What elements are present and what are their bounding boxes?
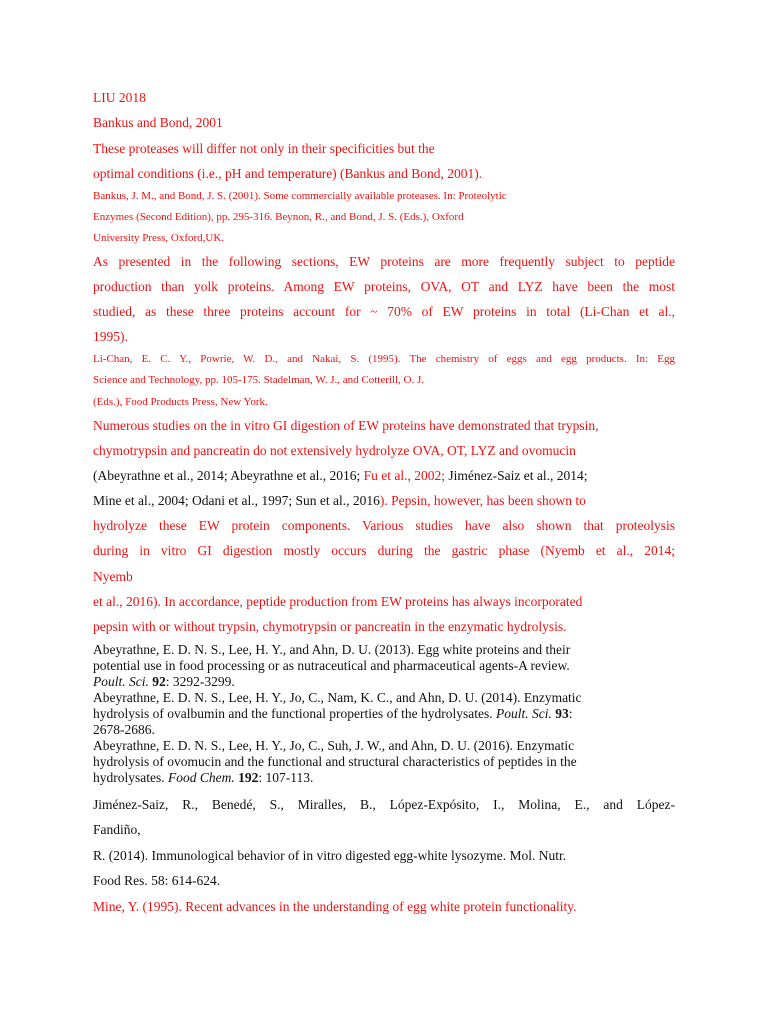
paragraph-gi-line: Nyemb bbox=[93, 569, 133, 584]
reference-lichan-line: Science and Technology, pp. 105-175. Stadelman, W. J., and Cotterill, O. J. bbox=[93, 374, 425, 386]
reference-text: hydrolysates. bbox=[93, 770, 168, 785]
reference-abeyrathne-2013-line: potential use in food processing or as nutraceutical and pharmaceutical agents-A review. bbox=[93, 658, 570, 673]
paragraph-gi-line bbox=[93, 468, 588, 484]
paragraph-protease-line: optimal conditions (i.e., pH and temperature) (Bankus and Bond, 2001). bbox=[93, 166, 483, 181]
reference-mine: Mine, Y. (1995). Recent advances in the understanding of egg white protein functionality. bbox=[93, 899, 577, 914]
reference-text: : bbox=[568, 706, 573, 721]
paragraph-gi-line: chymotrypsin and pancreatin do not extensively hydrolyze OVA, OT, LYZ and ovomucin bbox=[93, 443, 576, 458]
reference-jimenez-line: Jiménez-Saiz, R., Benedé, S., Miralles, B., López-Expósito, I., Molina, E., and López- bbox=[93, 797, 675, 812]
reference-bankus-line: Enzymes (Second Edition), pp. 295-316. Beynon, R., and Bond, J. S. (Eds.), Oxford bbox=[93, 211, 464, 223]
journal-name: Poult. Sci. bbox=[496, 706, 552, 721]
paragraph-ew-line: studied, as these three proteins account for ~ 70% of EW proteins in total (Li-Chan et al., bbox=[93, 304, 675, 319]
reference-jimenez-line: Food Res. 58: 614-624. bbox=[93, 873, 221, 888]
paragraph-gi-line bbox=[93, 493, 586, 509]
paragraph-protease-line: These proteases will differ not only in their specificities but the bbox=[93, 141, 435, 156]
reference-abeyrathne-2014-line: Abeyrathne, E. D. N. S., Lee, H. Y., Jo, C., Nam, K. C., and Ahn, D. U. (2014). Enzymatic bbox=[93, 690, 582, 705]
reference-abeyrathne-2016-line bbox=[93, 770, 313, 786]
citation-black: Mine et al., 2004; Odani et al., 1997; Sun et al., 2016 bbox=[93, 493, 380, 508]
reference-text: hydrolysis of ovalbumin and the functional properties of the hydrolysates. bbox=[93, 706, 497, 721]
reference-abeyrathne-2014-line: 2678-2686. bbox=[93, 722, 155, 737]
citation-bankus-short: Bankus and Bond, 2001 bbox=[93, 115, 223, 130]
reference-bankus-line: University Press, Oxford,UK. bbox=[93, 232, 225, 244]
paragraph-gi-line: et al., 2016). In accordance, peptide production from EW proteins has always incorporated bbox=[93, 594, 583, 609]
paragraph-ew-line: 1995). bbox=[93, 329, 128, 344]
reference-jimenez-line: R. (2014). Immunological behavior of in vitro digested egg-white lysozyme. Mol. Nutr. bbox=[93, 848, 567, 863]
reference-lichan-line: (Eds.), Food Products Press, New York. bbox=[93, 396, 268, 408]
reference-lichan-line: Li-Chan, E. C. Y., Powrie, W. D., and Nakai, S. (1995). The chemistry of eggs and egg products. In: Egg bbox=[93, 353, 675, 365]
paragraph-gi-line: during in vitro GI digestion mostly occurs during the gastric phase (Nyemb et al., 2014; bbox=[93, 543, 675, 558]
paragraph-ew-line: production than yolk proteins. Among EW proteins, OVA, OT and LYZ have been the most bbox=[93, 279, 675, 294]
reference-jimenez-line: Fandiño, bbox=[93, 822, 141, 837]
reference-bankus-line: Bankus, J. M., and Bond, J. S. (2001). Some commercially available proteases. In: Proteolytic bbox=[93, 190, 507, 202]
citation-black: (Abeyrathne et al., 2014; Abeyrathne et al., 2016; bbox=[93, 468, 364, 483]
journal-volume: 92 bbox=[152, 674, 166, 689]
citation-red: Fu et al., 2002; bbox=[363, 468, 449, 483]
journal-name: Food Chem. bbox=[168, 770, 235, 785]
reference-abeyrathne-2016-line: Abeyrathne, E. D. N. S., Lee, H. Y., Jo, C., Suh, J. W., and Ahn, D. U. (2016). Enzymatic bbox=[93, 738, 575, 753]
reference-abeyrathne-2014-line bbox=[93, 706, 573, 722]
journal-pages: : 3292-3299. bbox=[165, 674, 235, 689]
journal-volume: 192 bbox=[238, 770, 259, 785]
journal-volume: 93 bbox=[555, 706, 569, 721]
heading-liu: LIU 2018 bbox=[93, 90, 146, 105]
paragraph-ew-line: As presented in the following sections, EW proteins are more frequently subject to peptide bbox=[93, 254, 675, 269]
journal-pages: : 107-113. bbox=[258, 770, 314, 785]
paragraph-gi-line: hydrolyze these EW protein components. Various studies have also shown that proteolysis bbox=[93, 518, 675, 533]
text-red: ). Pepsin, however, has been shown to bbox=[379, 493, 586, 508]
paragraph-gi-line: pepsin with or without trypsin, chymotrypsin or pancreatin in the enzymatic hydrolysis. bbox=[93, 619, 567, 634]
journal-name: Poult. Sci. bbox=[93, 674, 149, 689]
reference-abeyrathne-2016-line: hydrolysis of ovomucin and the functional and structural characteristics of peptides in the bbox=[93, 754, 577, 769]
reference-abeyrathne-2013-line bbox=[93, 674, 235, 690]
citation-black: Jiménez-Saiz et al., 2014; bbox=[448, 468, 588, 483]
reference-abeyrathne-2013-line: Abeyrathne, E. D. N. S., Lee, H. Y., and Ahn, D. U. (2013). Egg white proteins and their bbox=[93, 642, 571, 657]
paragraph-gi-line: Numerous studies on the in vitro GI digestion of EW proteins have demonstrated that trypsin, bbox=[93, 418, 599, 433]
